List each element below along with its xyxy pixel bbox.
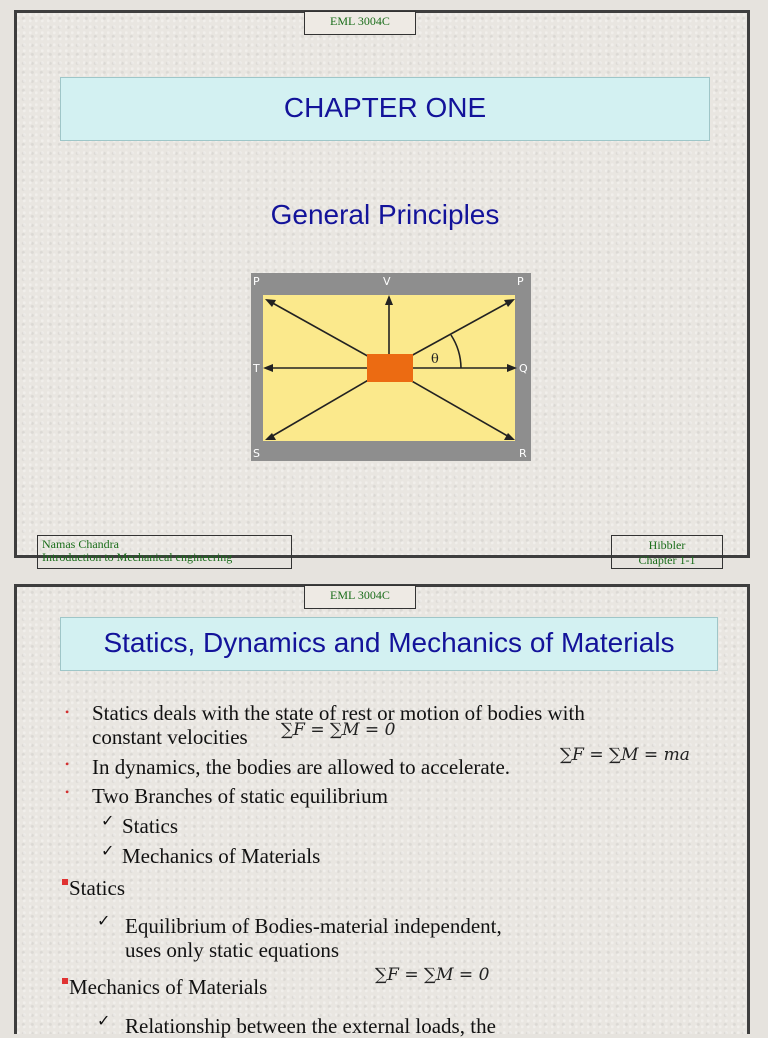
course-name: Introduction to Mechanical engineering: [42, 550, 233, 564]
sub-item-mechanics: Mechanics of Materials: [122, 844, 321, 868]
check-icon: ✓: [97, 1013, 111, 1030]
author-footer: [37, 535, 292, 569]
sub-item-statics: Statics: [122, 814, 178, 838]
course-tag: EML 3004C: [304, 11, 416, 35]
chapter-footer: [611, 535, 723, 569]
book-name: Hibbler: [648, 538, 686, 552]
slide-chapter-one: [14, 10, 750, 567]
chapter-title: CHAPTER ONE: [60, 77, 710, 141]
slide-statics-dynamics: [14, 584, 750, 1038]
label-p-right: P: [517, 275, 524, 288]
label-v: V: [383, 275, 391, 288]
bullet-dot: •: [65, 705, 70, 719]
bullet-statics-definition: Statics deals with the state of rest or motion of bodies with constant velocities: [92, 701, 585, 749]
check-icon: ✓: [97, 913, 111, 930]
formula-statics: ∑F = ∑M = 0: [281, 720, 396, 740]
label-q: Q: [519, 362, 528, 375]
chapter-ref: Chapter 1-1: [638, 553, 696, 567]
check-icon: ✓: [101, 843, 115, 860]
bullet-dot: •: [65, 757, 70, 771]
angle-label: θ: [431, 352, 439, 367]
author-name: Namas Chandra: [42, 537, 119, 551]
formula-mechanics: ∑F = ∑M = 0: [375, 965, 490, 985]
bullet-dot: •: [65, 785, 70, 799]
label-t: T: [253, 362, 260, 375]
section-statics-heading: Statics: [69, 876, 125, 900]
section-mechanics-heading: Mechanics of Materials: [69, 975, 268, 999]
bullet-square: [62, 879, 68, 885]
formula-dynamics: ∑F = ∑M = ma: [560, 745, 690, 765]
bullet-dynamics: In dynamics, the bodies are allowed to accelerate.: [92, 755, 511, 779]
bullet-branches: Two Branches of static equilibrium: [92, 784, 388, 808]
chapter-subtitle: General Principles: [270, 199, 500, 230]
force-diagram: [251, 273, 531, 461]
label-p-left: P: [253, 275, 260, 288]
label-r: R: [519, 447, 527, 460]
bullet-square: [62, 978, 68, 984]
section-mechanics-item: Relationship between the external loads, the: [125, 1014, 496, 1038]
course-tag: EML 3004C: [304, 585, 416, 609]
check-icon: ✓: [101, 813, 115, 830]
section-statics-item: Equilibrium of Bodies-material independent, uses only static equations: [125, 914, 502, 962]
body-block: [367, 354, 413, 382]
label-s: S: [253, 447, 260, 460]
slide-title: Statics, Dynamics and Mechanics of Materials: [60, 617, 718, 671]
